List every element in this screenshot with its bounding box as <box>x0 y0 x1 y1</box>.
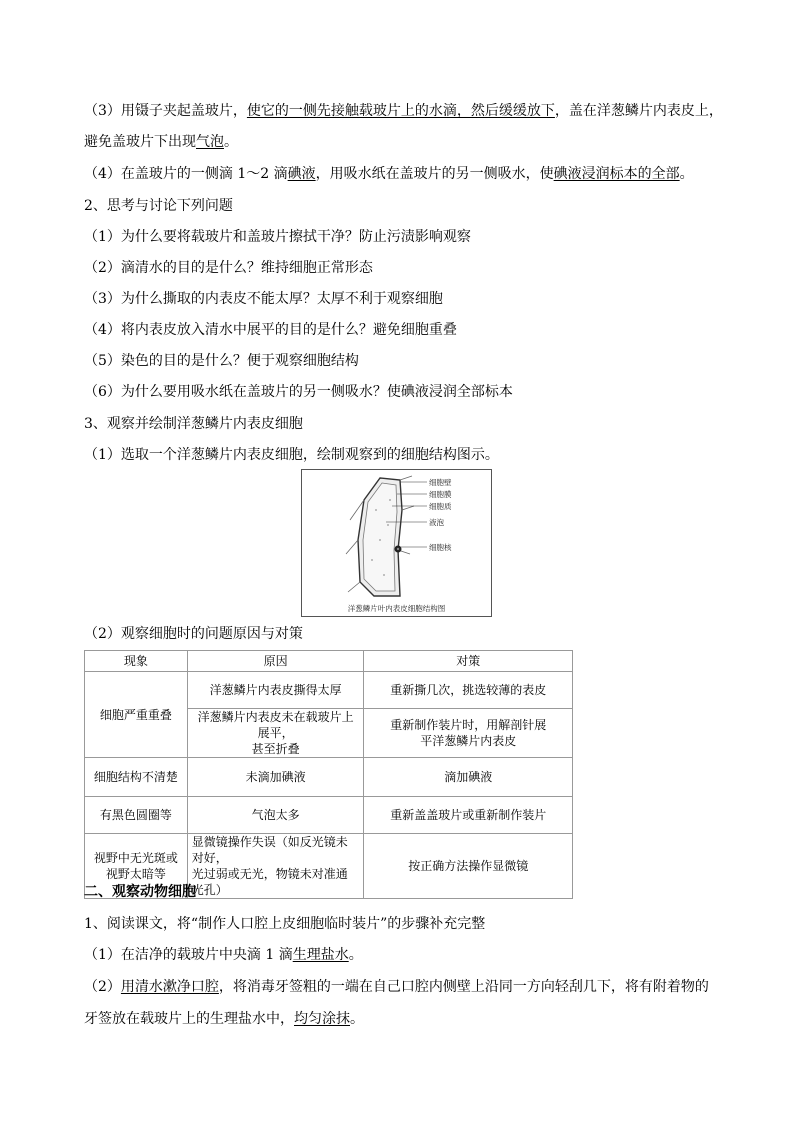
answer-blank: 均匀涂抹 <box>294 1011 350 1027</box>
text-segment: 牙签放在载玻片上的生理盐水中， <box>84 1011 294 1027</box>
heading-3: 3、观察并绘制洋葱鳞片内表皮细胞 <box>84 416 303 432</box>
label-cytoplasm: 细胞质 <box>429 502 452 511</box>
question-2: （2）滴清水的目的是什么？维持细胞正常形态 <box>84 260 373 276</box>
cell-cause <box>187 709 364 758</box>
label-vacuole: 液泡 <box>429 518 444 527</box>
cell-solution: 重新盖盖玻片或重新制作装片 <box>364 797 573 834</box>
answer-blank: 气泡 <box>196 134 224 150</box>
cell-cause <box>187 834 364 899</box>
cell-solution-line: 重新制作装片时，用解剖针展 <box>390 718 547 732</box>
table-header-row <box>85 651 573 672</box>
question-3: （3）为什么撕取的内表皮不能太厚？太厚不利于观察细胞 <box>84 291 443 307</box>
cell-solution: 重新撕几次，挑选较薄的表皮 <box>364 672 573 709</box>
label-cell-membrane: 细胞膜 <box>429 490 452 499</box>
answer-blank: 使它的一侧先接触载玻片上的水滴，然后缓缓放下 <box>246 103 555 119</box>
label-nucleus: 细胞核 <box>429 543 452 552</box>
cell-cause-line: 甚至折叠 <box>251 742 300 756</box>
label-cell-wall: 细胞壁 <box>429 478 452 487</box>
cell-phenomenon-line: 视野中无光斑或 <box>93 851 178 865</box>
header-phenomenon: 现象 <box>85 651 188 672</box>
animal-step-1 <box>84 945 363 965</box>
step-4-line <box>84 164 694 184</box>
table-row <box>85 672 573 709</box>
cell-solution-line: 平洋葱鳞片内表皮 <box>420 734 517 748</box>
cell-cause-line: 显微镜操作失误（如反光镜未对好， <box>191 835 348 865</box>
text-segment: 。 <box>224 134 238 150</box>
question-1: （1）为什么要将载玻片和盖玻片擦拭干净？防止污渍影响观察 <box>84 229 471 245</box>
cell-solution <box>364 709 573 758</box>
step-3-line-1 <box>84 101 723 121</box>
onion-cell-figure <box>301 469 492 617</box>
cell-cause: 未滴加碘液 <box>187 758 364 797</box>
text-segment: 。 <box>679 166 694 182</box>
table-row <box>85 758 573 797</box>
text-segment: ，盖在洋葱鳞片内表皮上， <box>554 103 723 119</box>
cell-cause-line: 洋葱鳞片内表皮未在载玻片上展平， <box>197 710 354 740</box>
text-segment: 避免盖玻片下出现 <box>84 134 196 150</box>
header-cause: 原因 <box>187 651 364 672</box>
cell-solution: 按正确方法操作显微镜 <box>364 834 573 899</box>
cell-solution: 滴加碘液 <box>364 758 573 797</box>
header-solution: 对策 <box>364 651 573 672</box>
problem-cause-table <box>84 650 573 899</box>
animal-step-2-line-2 <box>84 1009 364 1029</box>
answer-blank: 碘液浸润标本的全部 <box>553 166 680 182</box>
heading-2: 2、思考与讨论下列问题 <box>84 198 233 214</box>
cell-cause: 气泡太多 <box>187 797 364 834</box>
section-2-title: 二、观察动物细胞 <box>84 884 196 900</box>
instruction-2: （2）观察细胞时的问题原因与对策 <box>84 626 303 642</box>
text-segment: 。 <box>348 947 363 963</box>
question-5: （5）染色的目的是什么？便于观察细胞结构 <box>84 353 359 369</box>
figure-caption: 洋葱鳞片叶内表皮细胞结构图 <box>347 604 446 613</box>
cell-phenomenon: 有黑色圆圈等 <box>85 797 188 834</box>
text-segment: （3）用镊子夹起盖玻片， <box>84 103 247 119</box>
text-segment: 。 <box>350 1011 364 1027</box>
table-row <box>85 797 573 834</box>
cell-cause-line: 光过弱或无光，物镜未对准通光孔） <box>191 867 348 897</box>
answer-blank: 生理盐水 <box>292 947 349 963</box>
text-segment: （2） <box>84 979 121 995</box>
question-6: （6）为什么要用吸水纸在盖玻片的另一侧吸水？使碘液浸润全部标本 <box>84 384 513 400</box>
text-segment: （4）在盖玻片的一侧滴 1～2 滴 <box>84 166 288 182</box>
answer-blank: 碘液 <box>287 166 316 182</box>
instruction-1: （1）选取一个洋葱鳞片内表皮细胞，绘制观察到的细胞结构图示。 <box>84 447 499 463</box>
animal-step-2-line-1 <box>84 977 709 997</box>
answer-blank: 用清水漱净口腔 <box>120 979 219 995</box>
step-3-line-2 <box>84 132 238 152</box>
cell-phenomenon: 细胞结构不清楚 <box>85 758 188 797</box>
cell-phenomenon-line: 视野太暗等 <box>105 867 166 881</box>
heading-animal-1: 1、阅读课文，将“制作人口腔上皮细胞临时装片”的步骤补充完整 <box>84 916 486 932</box>
text-segment: （1）在洁净的载玻片中央滴 1 滴 <box>84 947 293 963</box>
onion-cell-drawing <box>302 470 493 618</box>
cell-phenomenon: 细胞严重重叠 <box>85 672 188 758</box>
text-segment: ，用吸水纸在盖玻片的另一侧吸水，使 <box>315 166 554 182</box>
cell-cause: 洋葱鳞片内表皮撕得太厚 <box>187 672 364 709</box>
text-segment: ，将消毒牙签粗的一端在自己口腔内侧壁上沿同一方向轻刮几下，将有附着物的 <box>218 979 709 995</box>
question-4: （4）将内表皮放入清水中展平的目的是什么？避免细胞重叠 <box>84 322 457 338</box>
